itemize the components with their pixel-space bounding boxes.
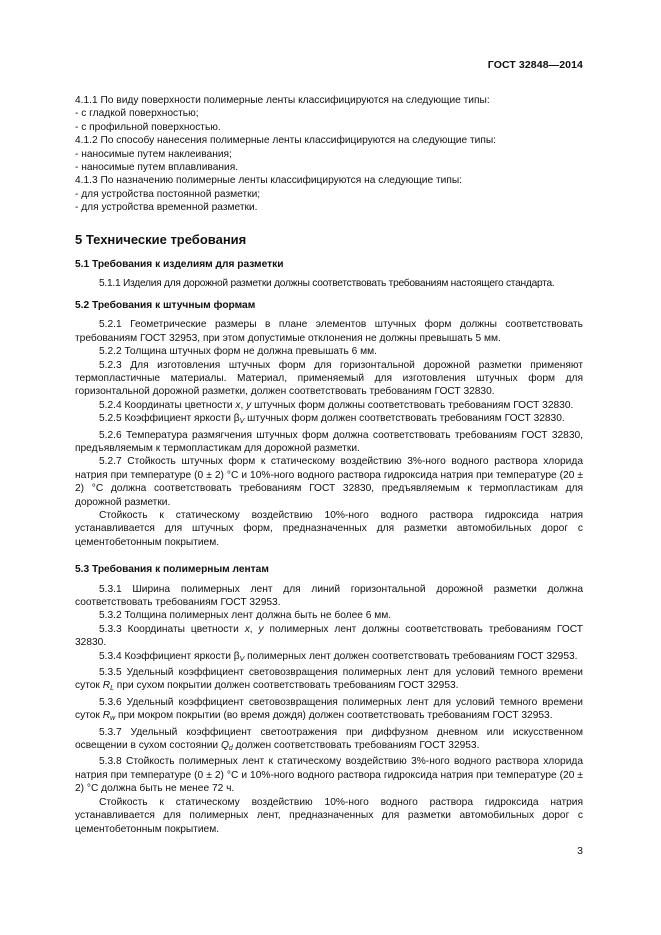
clause-5-1-1: 5.1.1 Изделия для дорожной разметки должны соответствовать требованиям настоящего стандарта.	[99, 278, 555, 290]
list-item: - с гладкой поверхностью;	[75, 108, 199, 120]
clause-5-3-3: 5.3.3 Координаты цветности x, y полимерных лент должны соответствовать требованиям ГОСТ 32830.	[75, 623, 583, 649]
clause-5-2-6: 5.2.6 Температура размягчения штучных форм должна соответствовать требованиям ГОСТ 32830, предъявляемым к термопластикам для дорожной разметки.	[75, 429, 583, 454]
clause-5-2-7-note: Стойкость к статическому воздействию 10%-ного водного раствора гидроксида натрия устанавливается для штучных форм, предназначенных для разметки автомобильных дорог с цементобетонным покрытием.	[75, 509, 583, 548]
list-item: - с профильной поверхностью.	[75, 121, 221, 133]
clause-4-1-1: 4.1.1 По виду поверхности полимерные ленты классифицируются на следующие типы:	[75, 95, 490, 106]
clause-5-2-2: 5.2.2 Толщина штучных форм не должна превышать 6 мм.	[99, 346, 377, 358]
section-5-3-heading: 5.3 Требования к полимерным лентам	[75, 564, 269, 576]
clause-5-2-5: 5.2.5 Коэффициент яркости $\beta_V$ штучных форм должен соответствовать требованиям ГОСТ 32830.	[99, 413, 565, 426]
section-5-heading: 5 Технические требования	[75, 231, 247, 247]
clause-5-3-7: 5.3.7 Удельный коэффициент светоотражения при диффузном дневном или искусственном освещении в сухом состоянии $Q_d$ должен соответствовать требованиям ГОСТ 32953.	[75, 726, 583, 753]
section-5-1-heading: 5.1 Требования к изделиям для разметки	[75, 259, 284, 271]
list-item: - наносимые путем наклеивания;	[75, 148, 232, 160]
list-item: - для устройства постоянной разметки;	[75, 188, 261, 200]
clause-5-3-5: 5.3.5 Удельный коэффициент световозвращения полимерных лент для условий темного времени суток $R_L$ при сухом покрытии должен соответствовать требованиям ГОСТ 32953.	[75, 667, 583, 693]
clause-5-2-7: 5.2.7 Стойкость штучных форм к статическому воздействию 3%-ного водного раствора хлорида натрия при температуре (0 ± 2) °С и 10%-ного водного раствора гидроксида натрия при температуре (20 ± 2) °С должна соответствовать требованиям ГОСТ 32830, предъявляемым к термопластикам для дорожной разметки.	[75, 456, 583, 508]
clause-4-1-3: 4.1.3 По назначению полимерные ленты классифицируются на следующие типы:	[75, 175, 462, 187]
page-body	[75, 94, 583, 836]
clause-5-3-1: 5.3.1 Ширина полимерных лент для линий горизонтальной дорожной разметки должна соответствовать требованиям ГОСТ 32953.	[75, 583, 583, 608]
page-number: 3	[577, 845, 583, 857]
clause-5-2-3: 5.2.3 Для изготовления штучных форм для горизонтальной дорожной разметки применяют термопластичные материалы. Материал, применяемый для изготовления штучных форм для горизонтальной дорожной разметки, должен соответствовать требованиям ГОСТ 32830.	[75, 359, 583, 398]
clause-5-3-8-note: Стойкость к статическому воздействию 10%-ного водного раствора гидроксида натрия устанавливается для полимерных лент, предназначенных для разметки автомобильных дорог с цементобетонным покрытием.	[75, 796, 583, 835]
clause-5-3-4: 5.3.4 Коэффициент яркости $\beta_V$ полимерных лент должен соответствовать требованиям ГОСТ 32953.	[99, 650, 578, 663]
section-5-2-heading: 5.2 Требования к штучным формам	[75, 299, 256, 311]
clause-5-2-1: 5.2.1 Геометрические размеры в плане элементов штучных форм должны соответствовать требованиям ГОСТ 32953, при этом допустимые отклонения не должны превышать 5 мм.	[75, 319, 583, 344]
clause-5-3-6: 5.3.6 Удельный коэффициент световозвращения полимерных лент для условий темного времени суток $R_w$ при мокром покрытии (во время дождя) должен соответствовать требованиям ГОСТ 32953.	[75, 696, 583, 723]
clause-5-2-4: 5.2.4 Координаты цветности x, y штучных форм должны соответствовать требованиям ГОСТ 32830.	[99, 399, 574, 411]
list-item: - для устройства временной разметки.	[75, 202, 258, 214]
document-header: ГОСТ 32848—2014	[487, 59, 583, 71]
clause-4-1-2: 4.1.2 По способу нанесения полимерные ленты классифицируются на следующие типы:	[75, 135, 497, 147]
clause-5-3-2: 5.3.2 Толщина полимерных лент должна быть не более 6 мм.	[99, 610, 392, 622]
clause-5-3-8: 5.3.8 Стойкость полимерных лент к статическому воздействию 3%-ного водного раствора хлорида натрия при температуре (0 ± 2) °С и 10%-ного водного раствора гидроксида натрия при температуре (20 ± 2) °С должна быть не менее 72 ч.	[75, 756, 583, 795]
list-item: - наносимые путем вплавливания.	[75, 162, 239, 174]
